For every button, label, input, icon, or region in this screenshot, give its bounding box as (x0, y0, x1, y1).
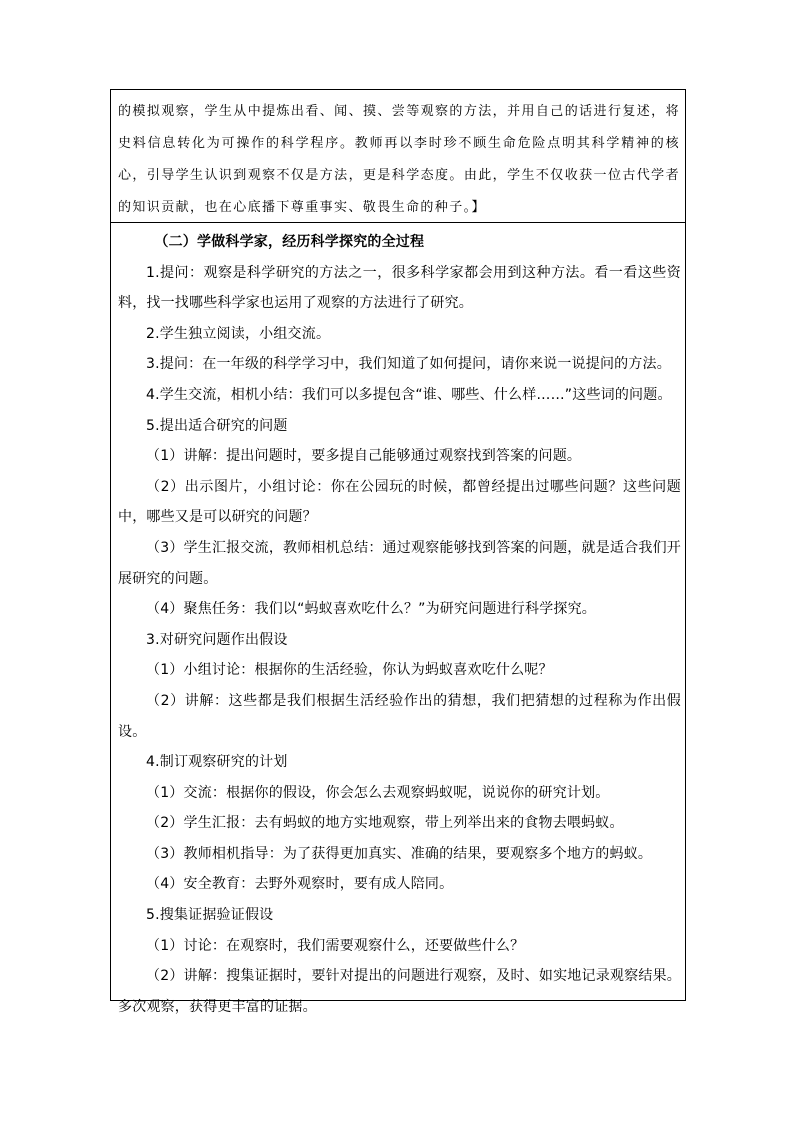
paragraph: 2.学生独立阅读，小组交流。 (146, 325, 331, 342)
paragraph: 4.制订观察研究的计划 (146, 754, 288, 771)
paragraph: （2）学生汇报：去有蚂蚁的地方实地观察，带上列举出来的食物去喂蚂蚁。 (146, 815, 624, 832)
row-divider (111, 222, 685, 223)
paragraph: （1）讨论：在观察时，我们需要观察什么，还要做些什么？ (146, 937, 525, 954)
paragraph: 5.提出适合研究的问题 (146, 417, 288, 434)
section-heading: （二）学做科学家，经历科学探究的全过程 (154, 234, 425, 250)
paragraph: （1）小组讨论：根据你的生活经验，你认为蚂蚁喜欢吃什么呢？ (146, 662, 553, 679)
paragraph: （2）讲解：这些都是我们根据生活经验作出的猜想，我们把猜想的过程称为作出假设。 (118, 692, 681, 740)
paragraph: （4）聚焦任务：我们以“蚂蚁喜欢吃什么？”为研究问题进行科学探究。 (146, 601, 597, 618)
lesson-section (118, 227, 681, 1022)
paragraph: 3.对研究问题作出假设 (146, 631, 288, 648)
paragraph: （4）安全教育：去野外观察时，要有成人陪同。 (146, 876, 454, 893)
paragraph: 1.提问：观察是科学研究的方法之一，很多科学家都会用到这种方法。看一看这些资料，找一找哪些科学家也运用了观察的方法进行了研究。 (118, 264, 681, 312)
paragraph: （2）出示图片，小组讨论：你在公园玩的时候，都曾经提出过哪些问题？这些问题中，哪些又是可以研究的问题？ (118, 478, 681, 526)
paragraph: （1）讲解：提出问题时，要多提自己能够通过观察找到答案的问题。 (146, 448, 582, 465)
paragraph: （3）学生汇报交流，教师相机总结：通过观察能够找到答案的问题，就是适合我们开展研究的问题。 (118, 539, 681, 587)
paragraph: 5.搜集证据验证假设 (146, 907, 274, 924)
table-frame (110, 89, 686, 1015)
intro-paragraph: 的模拟观察，学生从中提炼出看、闻、摸、尝等观察的方法，并用自己的话进行复述，将史料信息转化为可操作的科学程序。教师再以李时珍不顾生命危险点明其科学精神的核心，引导学生认识到观察不仅是方法，更是科学态度。由此，学生不仅收获一位古代学者的知识贡献，也在心底播下尊重事实、敬畏生命的种子。】 (118, 104, 680, 215)
paragraph: （1）交流：根据你的假设，你会怎么去观察蚂蚁呢，说说你的研究计划。 (146, 784, 610, 801)
paragraph: （2）讲解：搜集证据时，要针对提出的问题进行观察，及时、如实地记录观察结果。多次观察，获得更丰富的证据。 (118, 968, 681, 1015)
paragraph: 4.学生交流，相机小结：我们可以多提包含“谁、哪些、什么样……”这些词的问题。 (146, 386, 672, 403)
paragraph: 3.提问：在一年级的科学学习中，我们知道了如何提问，请你来说一说提问的方法。 (146, 356, 671, 373)
paragraph: （3）教师相机指导：为了获得更加真实、准确的结果，要观察多个地方的蚂蚁。 (146, 845, 653, 862)
